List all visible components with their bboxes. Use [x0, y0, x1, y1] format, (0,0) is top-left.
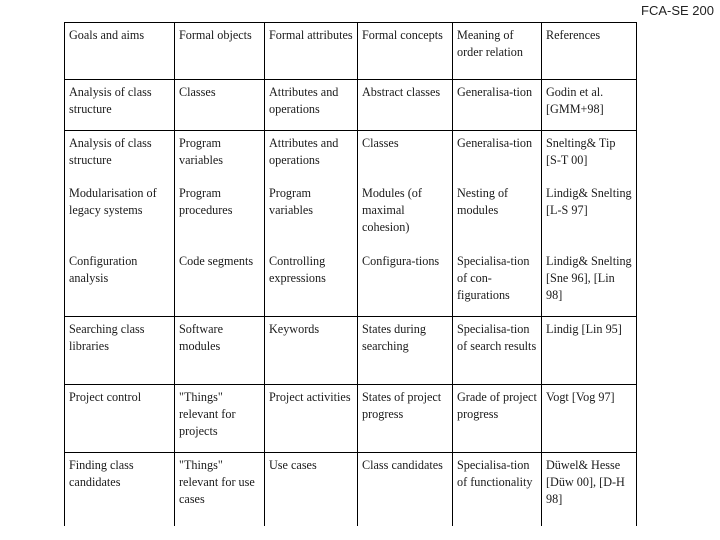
table-cell: Classes — [358, 131, 453, 181]
table-cell: Classes — [175, 80, 265, 131]
table-cell: Program variables — [265, 181, 358, 249]
table-cell: Godin et al. [GMM+98] — [542, 80, 637, 131]
table-cell: States of project progress — [358, 385, 453, 453]
table-cell: Snelting& Tip [S-T 00] — [542, 131, 637, 181]
table-cell: Project activities — [265, 385, 358, 453]
column-header-references: References — [542, 23, 637, 80]
table-cell: "Things" relevant for use cases — [175, 453, 265, 526]
column-header-order-relation: Meaning of order relation — [453, 23, 542, 80]
table-cell: Class candidates — [358, 453, 453, 526]
table-cell: Specialisa-tion of search results — [453, 317, 542, 385]
table-cell: Lindig& Snelting [L-S 97] — [542, 181, 637, 249]
table-cell: States during searching — [358, 317, 453, 385]
table-cell: Düwel& Hesse [Düw 00], [D-H 98] — [542, 453, 637, 526]
table-row — [65, 181, 637, 249]
table-cell: Configura-tions — [358, 249, 453, 317]
table-row — [65, 385, 637, 453]
table-row — [65, 80, 637, 131]
table-cell: Nesting of modules — [453, 181, 542, 249]
column-header-goals: Goals and aims — [65, 23, 175, 80]
table-cell: Abstract classes — [358, 80, 453, 131]
table-cell: Program procedures — [175, 181, 265, 249]
table-cell: Use cases — [265, 453, 358, 526]
table-cell: Modules (of maximal cohesion) — [358, 181, 453, 249]
table-cell: Generalisa-tion — [453, 131, 542, 181]
table-row — [65, 249, 637, 317]
column-header-formal-attributes: Formal attributes — [265, 23, 358, 80]
table-cell: Program variables — [175, 131, 265, 181]
table-cell: Software modules — [175, 317, 265, 385]
table-cell: Attributes and operations — [265, 131, 358, 181]
table-cell: "Things" relevant for projects — [175, 385, 265, 453]
table-row — [65, 131, 637, 181]
table-cell: Grade of project progress — [453, 385, 542, 453]
table-cell: Vogt [Vog 97] — [542, 385, 637, 453]
table-cell: Controlling expressions — [265, 249, 358, 317]
table-cell: Analysis of class structure — [65, 131, 175, 181]
table-cell: Code segments — [175, 249, 265, 317]
table-cell: Generalisa-tion — [453, 80, 542, 131]
table-cell: Lindig& Snelting [Sne 96], [Lin 98] — [542, 249, 637, 317]
table-cell: Modularisation of legacy systems — [65, 181, 175, 249]
column-header-formal-concepts: Formal concepts — [358, 23, 453, 80]
column-header-formal-objects: Formal objects — [175, 23, 265, 80]
table-cell: Specialisa-tion of functionality — [453, 453, 542, 526]
table-cell: Project control — [65, 385, 175, 453]
table-cell: Lindig [Lin 95] — [542, 317, 637, 385]
table-cell: Specialisa-tion of con-figurations — [453, 249, 542, 317]
table-cell: Configuration analysis — [65, 249, 175, 317]
table-header-row — [65, 23, 637, 80]
table-cell: Analysis of class structure — [65, 80, 175, 131]
references-table-container — [64, 22, 636, 520]
table-row — [65, 453, 637, 526]
table-cell: Finding class candidates — [65, 453, 175, 526]
table-cell: Keywords — [265, 317, 358, 385]
table-cell: Searching class libraries — [65, 317, 175, 385]
slide-header: FCA-SE 200 — [641, 3, 714, 18]
table-row — [65, 317, 637, 385]
table-cell: Attributes and operations — [265, 80, 358, 131]
fca-applications-table — [64, 22, 637, 526]
